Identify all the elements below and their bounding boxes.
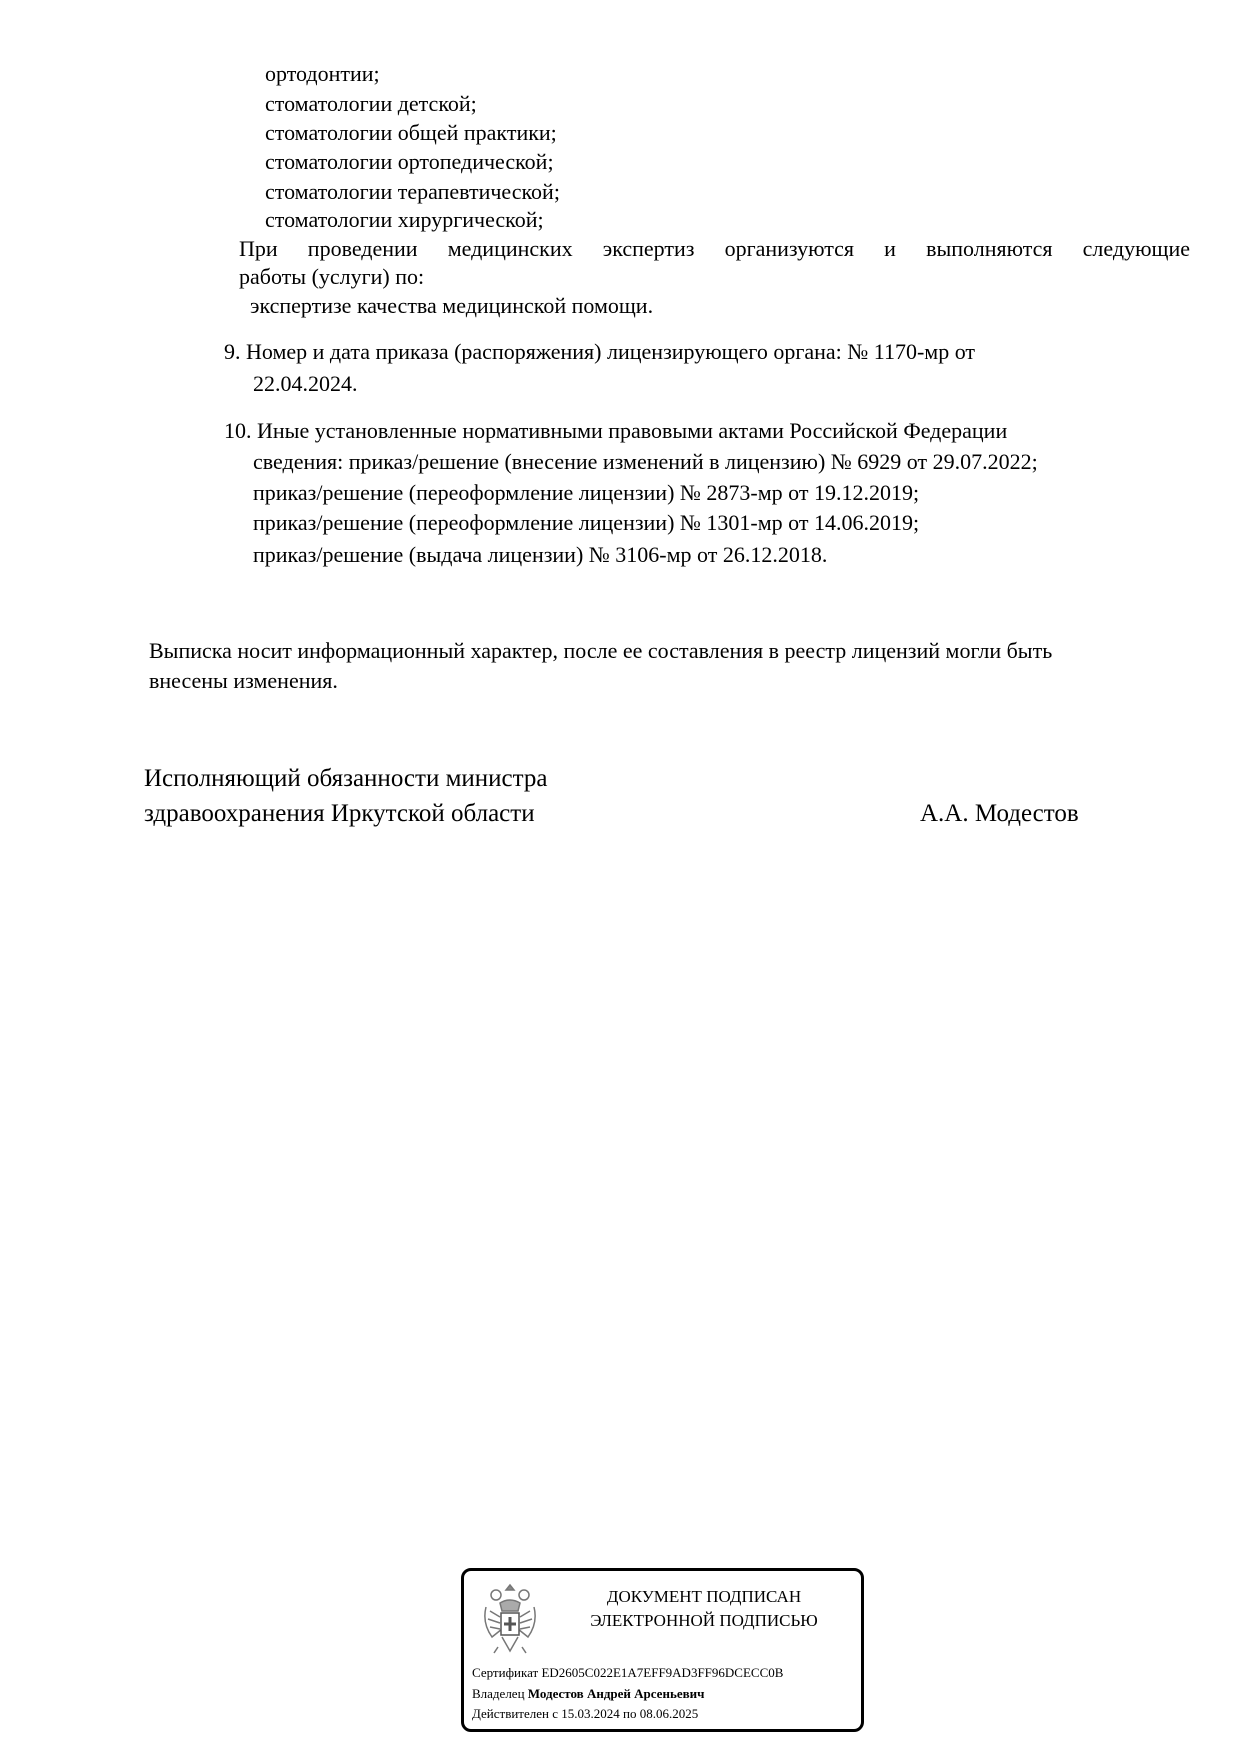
section-10-line: сведения: приказ/решение (внесение изменений в лицензию) № 6929 от 29.07.2022; [253, 449, 1038, 474]
stamp-title-cont: ЭЛЕКТРОННОЙ ПОДПИСЬЮ [590, 1611, 818, 1630]
signatory-name: А.А. Модестов [920, 800, 1079, 827]
specialty-item: стоматологии общей практики; [265, 120, 557, 145]
certificate-value: ED2605C022E1A7EFF9AD3FF96DCECC0B [541, 1665, 784, 1680]
owner-value: Модестов Андрей Арсеньевич [527, 1686, 705, 1701]
expertise-intro: При проведении медицинских экспертиз организуются и выполняются следующие [239, 236, 1190, 261]
stamp-title: ДОКУМЕНТ ПОДПИСАН [606, 1587, 802, 1606]
signatory-position: Исполняющий обязанности министра [144, 765, 548, 792]
expertise-item: экспертизе качества медицинской помощи. [250, 293, 654, 318]
section-10-line: приказ/решение (выдача лицензии) № 3106-мр от 26.12.2018. [253, 542, 828, 567]
section-9: 9. Номер и дата приказа (распоряжения) лицензирующего органа: № 1170-мр от [224, 339, 976, 364]
certificate-label: Сертификат [472, 1665, 539, 1680]
coat-of-arms-icon [478, 1581, 542, 1657]
section-10: 10. Иные установленные нормативными правовыми актами Российской Федерации [224, 418, 1008, 443]
section-9-cont: 22.04.2024. [253, 371, 358, 396]
stamp-certificate [472, 1665, 783, 1681]
expertise-intro-cont: работы (услуги) по: [239, 264, 425, 289]
notice-text-cont: внесены изменения. [149, 668, 338, 693]
owner-label: Владелец [472, 1686, 525, 1701]
notice-text: Выписка носит информационный характер, после ее составления в реестр лицензий могли быть [149, 638, 1053, 663]
stamp-owner [472, 1686, 704, 1702]
specialty-item: ортодонтии; [265, 61, 380, 86]
section-10-line: приказ/решение (переоформление лицензии) № 2873-мр от 19.12.2019; [253, 480, 920, 505]
specialty-item: стоматологии терапевтической; [265, 179, 560, 204]
signatory-position-cont: здравоохранения Иркутской области [144, 800, 535, 827]
specialty-item: стоматологии ортопедической; [265, 149, 554, 174]
stamp-validity: Действителен с 15.03.2024 по 08.06.2025 [472, 1706, 699, 1721]
section-10-line: приказ/решение (переоформление лицензии) № 1301-мр от 14.06.2019; [253, 510, 920, 535]
specialty-item: стоматологии хирургической; [265, 207, 544, 232]
specialty-item: стоматологии детской; [265, 91, 477, 116]
electronic-signature-stamp [461, 1568, 864, 1732]
